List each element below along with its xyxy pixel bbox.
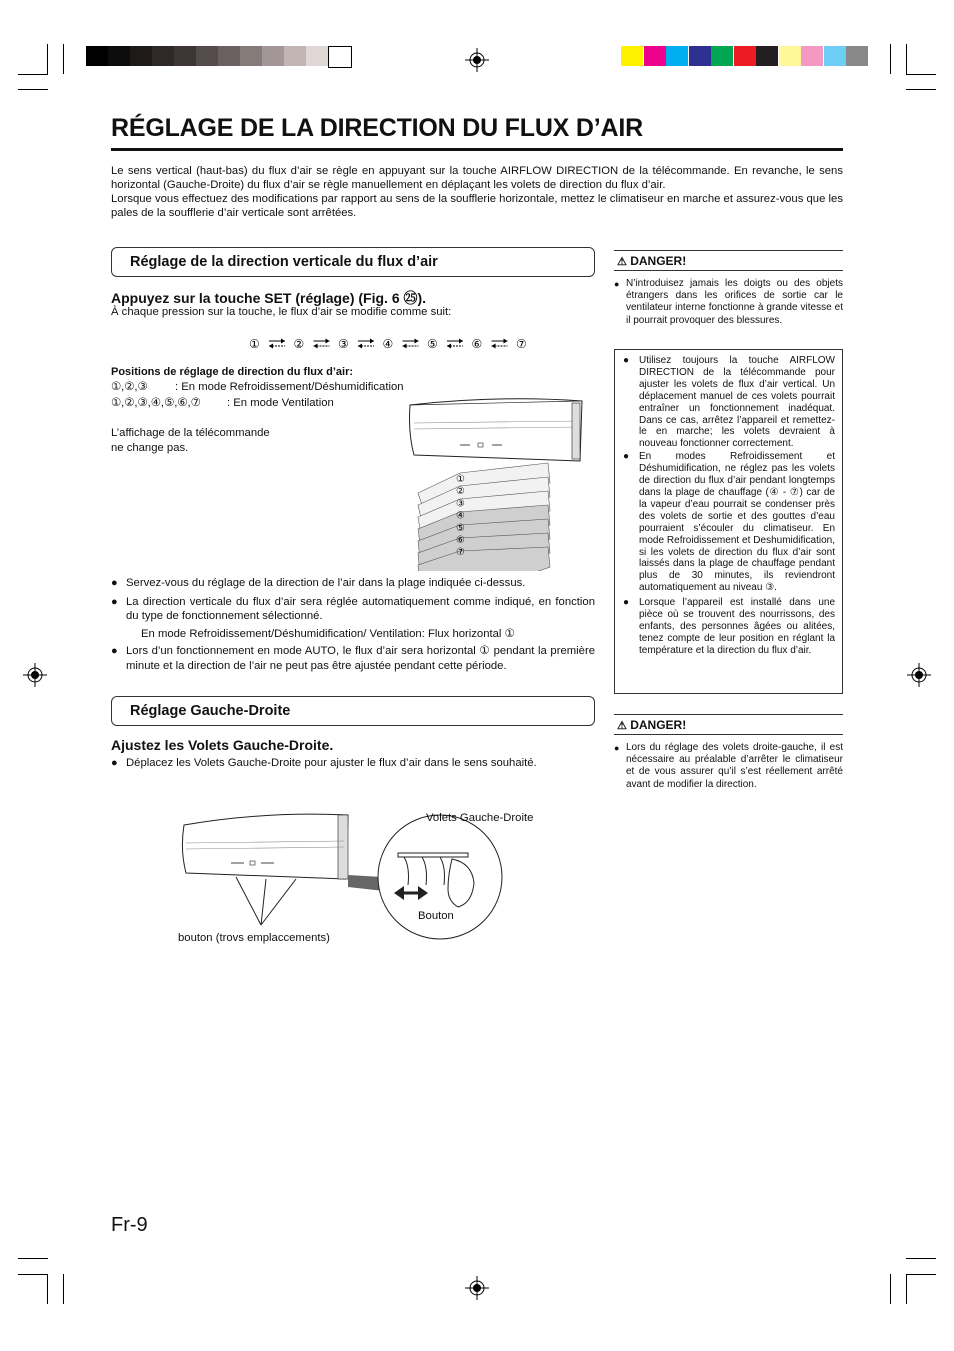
registration-mark-icon (23, 663, 47, 687)
color-swatch (756, 46, 778, 66)
title-rule (111, 148, 843, 151)
louver-label: ② (456, 486, 465, 498)
label-volets: Volets Gauche-Droite (426, 812, 534, 824)
sequence-step: ④ (382, 337, 394, 351)
color-swatch (621, 46, 643, 66)
bullet-icon: ● (111, 577, 118, 589)
sequence-step: ⑤ (427, 337, 438, 351)
section-header-horizontal: Réglage Gauche-Droite (111, 696, 595, 726)
positions-numbers: ①,②,③ (111, 381, 148, 393)
registration-mark-icon (907, 663, 931, 687)
positions-numbers: ①,②,③,④,⑤,⑥,⑦ (111, 397, 201, 409)
page-number: Fr-9 (111, 1214, 148, 1236)
sequence-step: ② (293, 337, 305, 351)
gray-swatch (240, 46, 262, 66)
vertical-bullets (111, 576, 595, 673)
remote-note-line: ne change pas. (111, 442, 189, 454)
danger-header (614, 250, 843, 271)
warning-text: Utilisez toujours la touche AIRFLOW DIRECTION de la télécommande pour ajuster les volets de flux d’air vertical. Un déplacement manuel de ces volets pourrait entraîner un fonctionnement inadéquat. Dans ce cas, arrêtez l’appareil et remettez-le en marche; les volets devraient à nouveau fonctionner correctement. (639, 355, 835, 450)
list-item (623, 355, 835, 450)
horizontal-bullets (111, 756, 595, 771)
louver-label: ① (456, 474, 465, 485)
gray-swatch (218, 46, 240, 66)
swap-arrows-icon (492, 339, 508, 349)
swap-arrows-icon (447, 339, 463, 349)
color-swatch (666, 46, 688, 66)
positions-title: Positions de réglage de direction du flux d’air: (111, 366, 354, 378)
warning-triangle-icon: ⚠ (617, 256, 627, 268)
label-bouton-emplacements: bouton (trovs emplaccements) (178, 932, 330, 944)
gray-swatch (108, 46, 130, 66)
gray-swatch (152, 46, 174, 66)
gray-swatch (328, 46, 352, 68)
sequence-step: ⑥ (471, 337, 483, 351)
warning-triangle-icon: ⚠ (617, 720, 627, 732)
danger-text: N’introduisez jamais les doigts ou des objets étrangers dans les orifices de sortie car le ventilateur interne fonctionne à grande vitesse et il pourrait provoquer des blessures. (626, 278, 843, 326)
sequence-step: ⑦ (516, 337, 527, 351)
vertical-airflow-illustration (400, 393, 590, 571)
danger-text-block (614, 742, 843, 791)
warning-text: En modes Refroidissement et Déshumidification, ne réglez pas les volets de direction du flux d’air pendant longtemps dans la plage de chauffage (④ - ⑦) car de la vapeur d’eau pourrait se condenser près des volets de sortie et des gouttes d’eau pourraient s’écouler du climatiseur. En mode Refroidissement et Deshumidification, si les volets de direction du flux d’air sont laissés dans la plage de chauffage pendant plus de 30 minutes, ils reviendront automatiquement au niveau ③. (639, 451, 835, 594)
louver-label: ⑥ (456, 535, 465, 546)
gray-swatch (174, 46, 196, 66)
list-item (111, 576, 595, 591)
bullet-icon: ● (623, 451, 630, 463)
intro-paragraph: Le sens vertical (haut-bas) du flux d’air se règle en appuyant sur la touche AIRFLOW DIRECTION de la télécommande. En revanche, le sens horizontal (Gauche-Droite) du flux d’air se règle manuellement en déplaçant les volets de direction du flux d’air. (111, 165, 843, 191)
danger-text: Lors du réglage des volets droite-gauche, il est nécessaire au préalable d’arrêter le climatiseur et de vous assurer qu’il s’est réellement arrêté avant de modifier la direction. (626, 742, 843, 790)
warning-text: Lorsque l’appareil est installé dans une pièce où se trouvent des nourrissons, des enfants, des personnes âgées ou alitées, tenez compte de leur position en réglant la température et la direction du flux d’air. (639, 597, 835, 656)
swap-arrows-icon (403, 339, 419, 349)
registration-mark-icon (465, 48, 489, 72)
positions-row (111, 380, 404, 395)
step-title-louvers: Ajustez les Volets Gauche-Droite. (111, 737, 334, 753)
warning-box (614, 349, 843, 694)
auto-mode-line: En mode Refroidissement/Déshumidification/ Ventilation: Flux horizontal ① (141, 627, 515, 640)
swap-arrows-icon (314, 339, 330, 349)
color-swatch (644, 46, 666, 66)
intro-text (111, 165, 843, 220)
list-item (111, 644, 595, 673)
bullet-text: Déplacez les Volets Gauche-Droite pour ajuster le flux d’air dans le sens souhaité. (126, 757, 537, 769)
bullet-icon: ● (111, 645, 118, 657)
color-swatch (846, 46, 868, 66)
list-item (111, 756, 595, 771)
gray-swatch (284, 46, 306, 66)
color-swatch (711, 46, 733, 66)
remote-note-line: L’affichage de la télécommande (111, 427, 270, 439)
gray-swatch (196, 46, 218, 66)
bullet-icon: ● (614, 743, 620, 753)
color-swatch (824, 46, 846, 66)
section-header-vertical: Réglage de la direction verticale du flux d’air (111, 247, 595, 277)
color-swatch (689, 46, 711, 66)
bullet-text: La direction verticale du flux d’air sera réglée automatiquement comme indiqué, en fonction du type de fonctionnement sélectionné. (126, 595, 595, 622)
gray-swatch (130, 46, 152, 66)
horizontal-louver-illustration (176, 805, 516, 940)
swap-arrows-icon (358, 339, 374, 349)
louver-label: ④ (456, 510, 465, 522)
page-title: RÉGLAGE DE LA DIRECTION DU FLUX D’AIR (111, 114, 643, 142)
positions-mode: : En mode Refroidissement/Déshumidification (175, 381, 404, 393)
positions-mode: : En mode Ventilation (227, 397, 334, 409)
intro-paragraph: Lorsque vous effectuez des modifications par rapport au sens de la soufflerie horizontale, mettez le climatiseur en marche et assurez-vous que les pales de la soufflerie d’air verticale sont arrêtées. (111, 193, 843, 219)
list-item (623, 597, 835, 657)
bullet-icon: ● (614, 279, 620, 289)
bullet-text: Lors d’un fonctionnement en mode AUTO, le flux d’air sera horizontal ① pendant la première minute et la direction de l’air ne peut pas être ajustée pendant cette période. (126, 645, 595, 672)
bullet-icon: ● (111, 757, 118, 769)
danger-label: DANGER! (630, 718, 687, 732)
airflow-sequence (245, 335, 535, 353)
color-swatch (779, 46, 801, 66)
swap-arrows-icon (269, 339, 285, 349)
louver-label: ③ (456, 498, 465, 510)
label-bouton: Bouton (418, 910, 454, 922)
remote-note (111, 426, 270, 456)
bullet-icon: ● (623, 355, 630, 366)
sequence-step: ③ (338, 337, 349, 351)
positions-row (111, 396, 334, 411)
step-title-set: Appuyez sur la touche SET (réglage) (Fig. 6 ㉕). (111, 290, 427, 306)
step-text: À chaque pression sur la touche, le flux d’air se modifie comme suit: (111, 306, 452, 318)
danger-text-block (614, 278, 843, 327)
list-item (614, 278, 843, 327)
gray-swatch (86, 46, 108, 66)
louver-label: ⑤ (456, 522, 465, 534)
list-item (614, 742, 843, 791)
color-swatch (734, 46, 756, 66)
louver-label: ⑦ (456, 547, 465, 559)
registration-mark-icon (465, 1276, 489, 1300)
color-swatch (801, 46, 823, 66)
list-item (111, 595, 595, 624)
danger-label: DANGER! (630, 254, 687, 268)
sequence-step: ① (249, 337, 260, 351)
gray-swatch (306, 46, 328, 66)
bullet-icon: ● (623, 597, 630, 609)
danger-header (614, 714, 843, 735)
list-item (623, 451, 835, 594)
bullet-text: Servez-vous du réglage de la direction de l’air dans la plage indiquée ci-dessus. (126, 577, 526, 589)
bullet-icon: ● (111, 595, 118, 608)
gray-swatch (262, 46, 284, 66)
